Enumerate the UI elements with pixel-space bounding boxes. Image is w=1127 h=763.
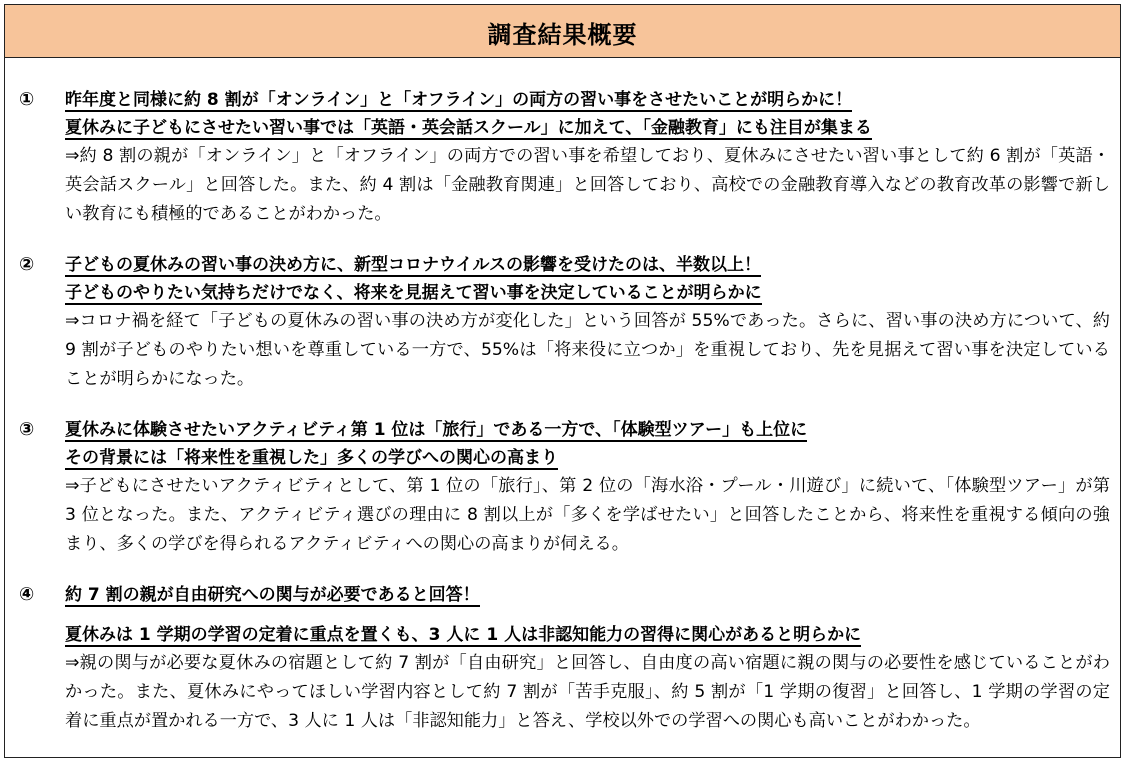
section-number: ① bbox=[19, 89, 35, 110]
section-headline: 昨年度と同様に約 8 割が「オンライン」と「オフライン」の両方の習い事をさせたいことが明らかに！ bbox=[65, 90, 853, 110]
section-body bbox=[65, 581, 1110, 736]
section-headline: 夏休みに体験させたいアクティビティ第 1 位は「旅行」である一方で、「体験型ツアー」も上位に bbox=[65, 420, 808, 440]
page-title: 調査結果概要 bbox=[487, 20, 638, 49]
section-headline: 子どもの夏休みの習い事の決め方に、新型コロナウイルスの影響を受けたのは、半数以上！ bbox=[65, 255, 761, 275]
section-body bbox=[65, 86, 1110, 229]
summary-section-2 bbox=[5, 251, 1120, 394]
section-text: ⇒約 8 割の親が「オンライン」と「オフライン」の両方での習い事を希望しており、夏休みにさせたい習い事として約 6 割が「英語・英会話スクール」と回答した。また、約 4 割は「金融教育関連」と回答しており、高校での金融教育導入などの教育改革の影響で新しい教育にも積極的であることがわかった。 bbox=[65, 146, 1110, 224]
summary-box bbox=[4, 4, 1121, 758]
summary-content bbox=[5, 58, 1120, 736]
section-text: ⇒子どもにさせたいアクティビティとして、第 1 位の「旅行」、第 2 位の「海水浴・プール・川遊び」に続いて、「体験型ツアー」が第 3 位となった。また、アクティビティ選びの理由に 8 割以上が「多くを学ばせたい」と回答したことから、将来性を重視する傾向の強まり、多くの学びを得られるアクティビティへの関心の高まりが伺える。 bbox=[65, 476, 1110, 554]
summary-section-3 bbox=[5, 416, 1120, 559]
section-body bbox=[65, 251, 1110, 394]
summary-section-4 bbox=[5, 581, 1120, 736]
section-text: ⇒親の関与が必要な夏休みの宿題として約 7 割が「自由研究」と回答し、自由度の高い宿題に親の関与の必要性を感じていることがわかった。また、夏休みにやってほしい学習内容として約 7 割が「苦手克服」、約 5 割が「1 学期の復習」と回答し、1 学期の学習の定着に重点が置かれる一方で、3 人に 1 人は「非認知能力」と答え、学校以外での学習への関心も高いことがわかった。 bbox=[65, 653, 1110, 731]
section-subheadline: 子どものやりたい気持ちだけでなく、将来を見据えて習い事を決定していることが明らかに bbox=[65, 283, 762, 303]
section-number: ④ bbox=[19, 584, 35, 605]
section-body bbox=[65, 416, 1110, 559]
header-bar bbox=[5, 5, 1120, 58]
section-subheadline: 夏休みに子どもにさせたい習い事では「英語・英会話スクール」に加えて、「金融教育」にも注目が集まる bbox=[65, 118, 872, 138]
section-text: ⇒コロナ禍を経て「子どもの夏休みの習い事の決め方が変化した」という回答が 55%であった。さらに、習い事の決め方について、約 9 割が子どものやりたい想いを尊重している一方で、55%は「将来役に立つか」を重視しており、先を見据えて習い事を決定していることが明らかになった。 bbox=[65, 311, 1110, 389]
section-subheadline: その背景には「将来性を重視した」多くの学びへの関心の高まり bbox=[65, 448, 558, 468]
section-headline: 約 7 割の親が自由研究への関与が必要であると回答！ bbox=[65, 585, 480, 605]
section-number: ③ bbox=[19, 419, 35, 440]
summary-section-1 bbox=[5, 86, 1120, 229]
section-subheadline: 夏休みは 1 学期の学習の定着に重点を置くも、3 人に 1 人は非認知能力の習得に関心があると明らかに bbox=[65, 625, 862, 645]
section-number: ② bbox=[19, 254, 35, 275]
